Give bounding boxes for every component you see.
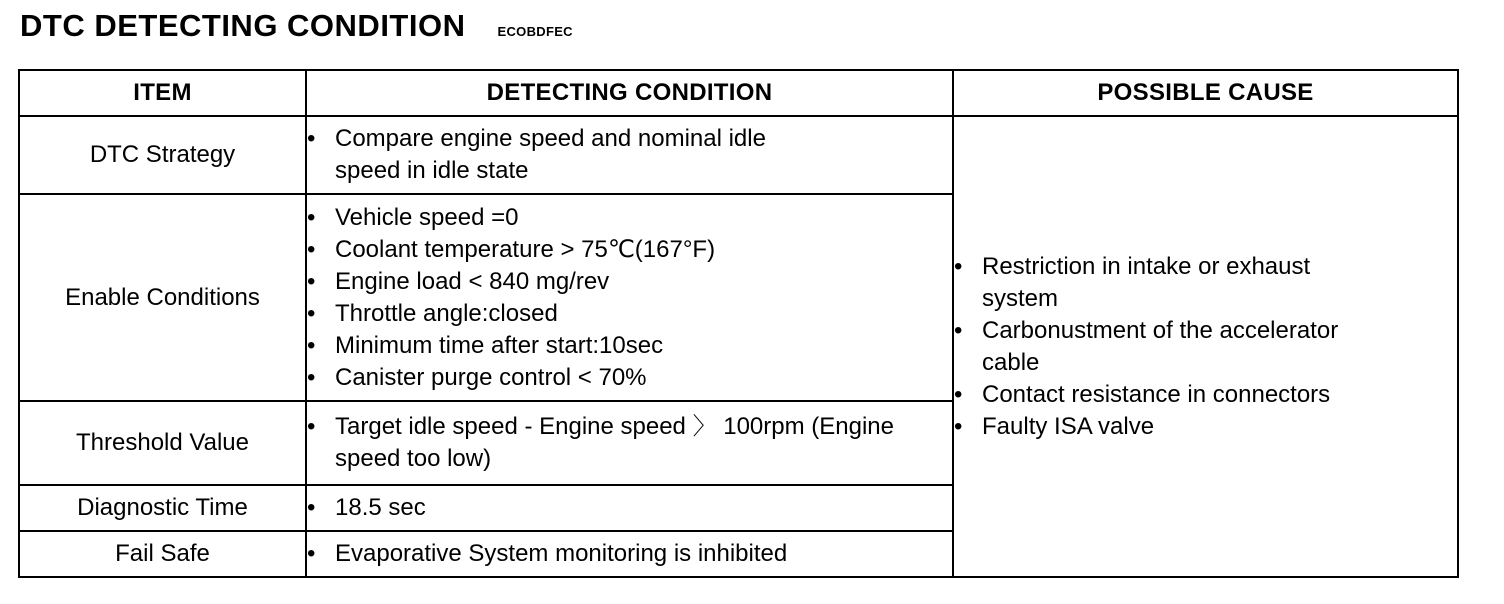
condition-cell bbox=[306, 485, 953, 531]
header-detecting-condition: DETECTING CONDITION bbox=[306, 70, 953, 116]
condition-cell bbox=[306, 531, 953, 577]
condition-list bbox=[307, 538, 952, 570]
condition-item: • Compare engine speed and nominal idle speed in idle state bbox=[307, 123, 805, 187]
cause-item: • Carbonustment of the accelerator cable bbox=[954, 315, 1402, 379]
item-cell: Diagnostic Time bbox=[19, 485, 306, 531]
condition-item: • Vehicle speed =0 bbox=[307, 202, 952, 234]
condition-item: • Minimum time after start:10sec bbox=[307, 330, 952, 362]
condition-item: • Coolant temperature > 75℃(167°F) bbox=[307, 234, 952, 266]
document-code: ECOBDFEC bbox=[497, 24, 573, 39]
table-header-row bbox=[19, 70, 1458, 116]
item-cell: Threshold Value bbox=[19, 401, 306, 485]
condition-cell bbox=[306, 194, 953, 401]
condition-item: • Evaporative System monitoring is inhibited bbox=[307, 538, 952, 570]
condition-cell bbox=[306, 116, 953, 194]
condition-cell bbox=[306, 401, 953, 485]
condition-list bbox=[307, 202, 952, 394]
condition-item: • Target idle speed - Engine speed 〉 100rpm (Engine speed too low) bbox=[307, 411, 895, 475]
condition-item: • 18.5 sec bbox=[307, 492, 952, 524]
cause-item: • Faulty ISA valve bbox=[954, 411, 1457, 443]
item-cell: Enable Conditions bbox=[19, 194, 306, 401]
condition-list bbox=[307, 411, 952, 475]
header-item: ITEM bbox=[19, 70, 306, 116]
page-heading bbox=[20, 8, 573, 44]
condition-item: • Canister purge control < 70% bbox=[307, 362, 952, 394]
condition-list bbox=[307, 492, 952, 524]
item-cell: DTC Strategy bbox=[19, 116, 306, 194]
possible-cause-list bbox=[954, 251, 1457, 443]
table-row bbox=[19, 116, 1458, 194]
cause-item: • Contact resistance in connectors bbox=[954, 379, 1457, 411]
page-title: DTC DETECTING CONDITION bbox=[20, 8, 466, 43]
item-cell: Fail Safe bbox=[19, 531, 306, 577]
cause-item: • Restriction in intake or exhaust system bbox=[954, 251, 1382, 315]
dtc-condition-table bbox=[18, 69, 1459, 578]
condition-item: • Throttle angle:closed bbox=[307, 298, 952, 330]
condition-list bbox=[307, 123, 952, 187]
possible-cause-cell bbox=[953, 116, 1458, 577]
header-possible-cause: POSSIBLE CAUSE bbox=[953, 70, 1458, 116]
condition-item: • Engine load < 840 mg/rev bbox=[307, 266, 952, 298]
